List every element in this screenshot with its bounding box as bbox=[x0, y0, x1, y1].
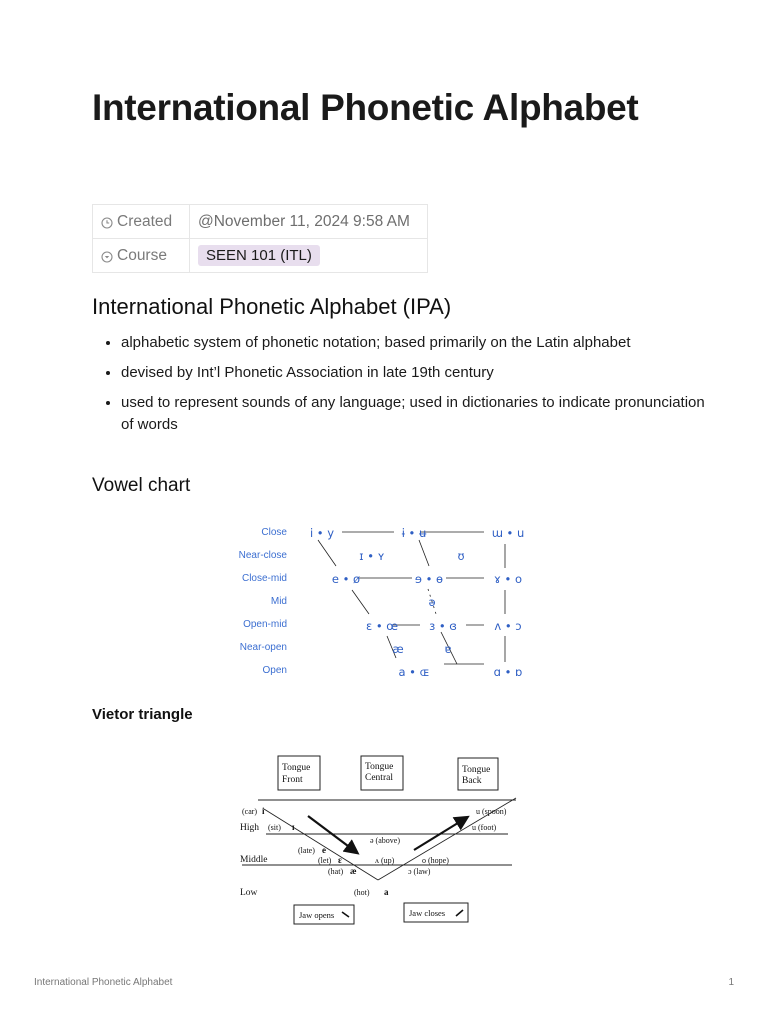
row-label-open-mid: Open-mid bbox=[243, 619, 287, 630]
footer-title: International Phonetic Alphabet bbox=[34, 977, 173, 988]
word-hat: (hat) bbox=[328, 867, 344, 876]
vowel-chart-row-labels bbox=[239, 527, 288, 676]
tongue-back-box bbox=[458, 758, 498, 790]
property-value-course[interactable] bbox=[190, 239, 428, 273]
vowel-a-hot: a bbox=[384, 887, 389, 897]
vowel-close-mid-front: e • ø bbox=[331, 572, 361, 586]
vietor-triangle-diagram bbox=[236, 752, 536, 934]
vowel-close-front: i • y bbox=[309, 526, 335, 540]
svg-text:Tongue: Tongue bbox=[365, 762, 394, 772]
row-label-near-open: Near-open bbox=[239, 642, 287, 653]
jaw-closes-box bbox=[404, 903, 468, 922]
vowel-close-central: ɨ • ʉ bbox=[401, 526, 427, 540]
vowel-mid-central: ə bbox=[428, 595, 436, 609]
page-title: International Phonetic Alphabet bbox=[92, 87, 639, 128]
word-hope: o (hope) bbox=[422, 856, 449, 865]
vowel-near-close-front: ɪ • ʏ bbox=[359, 549, 385, 563]
property-key-course bbox=[93, 239, 190, 273]
tongue-front-box bbox=[278, 756, 320, 790]
vowel-open-mid-front: ɛ • œ bbox=[365, 619, 399, 633]
property-key-created bbox=[93, 205, 190, 239]
level-high: High bbox=[240, 823, 259, 833]
word-car: (car) bbox=[242, 807, 258, 816]
row-label-near-close: Near-close bbox=[238, 550, 287, 561]
footer-page-number: 1 bbox=[728, 977, 734, 988]
vowel-chart bbox=[232, 518, 532, 684]
word-spoon: u (spoon) bbox=[476, 807, 507, 816]
vowel-e-late: e bbox=[322, 845, 326, 855]
vowel-i-car: i bbox=[262, 806, 265, 816]
property-row-course bbox=[93, 239, 428, 273]
vowel-near-open-front: æ bbox=[392, 642, 404, 656]
word-late: (late) bbox=[298, 846, 315, 855]
vowel-chart-symbols bbox=[310, 526, 524, 679]
svg-text:Central: Central bbox=[365, 773, 393, 783]
section-heading: International Phonetic Alphabet (IPA) bbox=[92, 294, 452, 319]
svg-text:Jaw closes: Jaw closes bbox=[409, 908, 446, 918]
vowel-ae-hat: æ bbox=[350, 866, 357, 876]
word-foot: u (foot) bbox=[472, 823, 497, 832]
vietor-level-labels bbox=[240, 823, 267, 898]
vowel-near-close-back: ʊ bbox=[457, 549, 465, 563]
vietor-heading: Vietor triangle bbox=[92, 706, 193, 723]
svg-text:Back: Back bbox=[462, 776, 482, 786]
svg-text:Tongue: Tongue bbox=[282, 763, 311, 773]
word-let: (let) bbox=[318, 856, 332, 865]
property-value-created[interactable]: @November 11, 2024 9:58 AM bbox=[190, 205, 428, 239]
word-sit: (sit) bbox=[268, 823, 281, 832]
bullet-item: • devised by Int’l Phonetic Association in late 19th century bbox=[121, 362, 711, 384]
select-icon bbox=[101, 251, 113, 263]
course-tag[interactable]: SEEN 101 (ITL) bbox=[198, 245, 320, 266]
property-key-label: Created bbox=[117, 212, 173, 230]
word-hot: (hot) bbox=[354, 888, 370, 897]
vowel-close-mid-back: ɤ • o bbox=[494, 572, 522, 586]
level-low: Low bbox=[240, 888, 258, 898]
bullet-item: • used to represent sounds of any language; used in dictionaries to indicate pronunciation of words bbox=[121, 392, 711, 436]
vowel-e-let: ɛ bbox=[338, 855, 342, 865]
property-row-created bbox=[93, 205, 428, 239]
word-above: ə (above) bbox=[370, 836, 400, 845]
property-key-label: Course bbox=[117, 246, 167, 264]
vowel-open-back: ɑ • ɒ bbox=[493, 665, 523, 679]
vowel-close-back: ɯ • u bbox=[491, 526, 525, 540]
properties-table bbox=[92, 204, 428, 273]
vowel-chart-lines bbox=[318, 532, 505, 664]
svg-text:Tongue: Tongue bbox=[462, 765, 491, 775]
vowel-open-front: a • ɶ bbox=[398, 665, 430, 679]
tongue-central-box bbox=[361, 756, 403, 790]
clock-icon bbox=[101, 217, 113, 229]
row-label-open: Open bbox=[262, 665, 287, 676]
row-label-mid: Mid bbox=[270, 596, 287, 607]
vowel-open-mid-central: ɜ • ɞ bbox=[429, 619, 457, 633]
svg-text:Front: Front bbox=[282, 775, 303, 785]
vowel-near-open-central: ɐ bbox=[444, 642, 452, 656]
row-label-close-mid: Close-mid bbox=[241, 573, 287, 584]
svg-text:Jaw opens: Jaw opens bbox=[299, 910, 335, 920]
row-label-close: Close bbox=[261, 527, 287, 538]
word-law: ɔ (law) bbox=[408, 867, 431, 876]
vowel-open-mid-back: ʌ • ɔ bbox=[494, 619, 522, 633]
level-middle: Middle bbox=[240, 855, 268, 865]
vowel-i-sit: ɪ bbox=[292, 822, 295, 832]
word-up: ʌ (up) bbox=[375, 856, 395, 865]
bullet-item: • alphabetic system of phonetic notation; based primarily on the Latin alphabet bbox=[121, 332, 711, 354]
bullet-list bbox=[92, 332, 711, 444]
vowel-chart-heading: Vowel chart bbox=[92, 475, 191, 496]
vowel-close-mid-central: ɘ • ɵ bbox=[414, 572, 444, 586]
jaw-opens-box bbox=[294, 905, 354, 924]
